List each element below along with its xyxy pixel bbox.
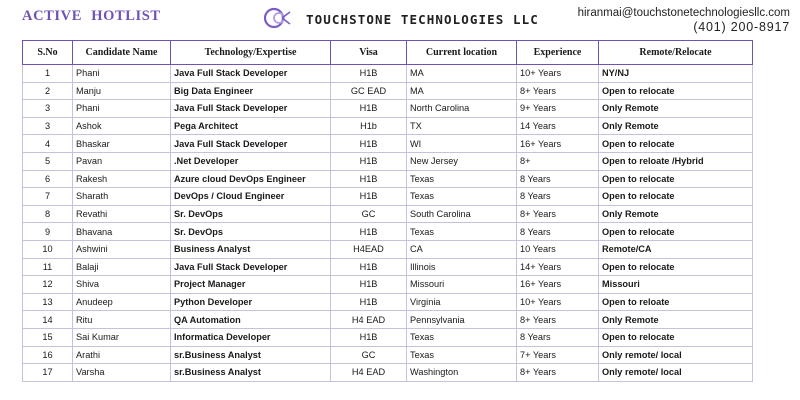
table-cell: 8: [23, 205, 73, 223]
table-cell: Open to reloate /Hybrid: [599, 152, 753, 170]
table-cell: Python Developer: [171, 293, 331, 311]
table-cell: Only Remote: [599, 205, 753, 223]
table-row: [23, 170, 753, 188]
table-row: [23, 276, 753, 294]
table-cell: Arathi: [73, 346, 171, 364]
table-cell: GC: [331, 205, 407, 223]
table-cell: 2: [23, 82, 73, 100]
table-cell: H1b: [331, 117, 407, 135]
table-cell: Bhaskar: [73, 135, 171, 153]
table-cell: Texas: [407, 223, 517, 241]
table-cell: Sharath: [73, 188, 171, 206]
table-cell: Open to relocate: [599, 223, 753, 241]
table-cell: Rakesh: [73, 170, 171, 188]
table-cell: Texas: [407, 328, 517, 346]
table-cell: H1B: [331, 276, 407, 294]
table-cell: 3: [23, 100, 73, 118]
table-cell: 8+ Years: [517, 364, 599, 382]
table-cell: Missouri: [407, 276, 517, 294]
contact-info: [578, 6, 790, 34]
table-cell: 14 Years: [517, 117, 599, 135]
table-cell: 4: [23, 135, 73, 153]
column-header: Remote/Relocate: [599, 41, 753, 65]
table-row: [23, 65, 753, 83]
table-cell: 1: [23, 65, 73, 83]
table-cell: H1B: [331, 223, 407, 241]
table-cell: Only Remote: [599, 100, 753, 118]
hotlist-title: ACTIVE HOTLIST: [22, 8, 161, 24]
table-row: [23, 311, 753, 329]
table-cell: Texas: [407, 346, 517, 364]
table-cell: 11: [23, 258, 73, 276]
hotlist-table: [22, 40, 753, 382]
table-cell: 10+ Years: [517, 65, 599, 83]
touchstone-logo-icon: [263, 6, 293, 30]
table-cell: H1B: [331, 293, 407, 311]
table-cell: Java Full Stack Developer: [171, 100, 331, 118]
table-cell: H1B: [331, 328, 407, 346]
table-row: [23, 240, 753, 258]
table-cell: 16+ Years: [517, 276, 599, 294]
table-cell: Sr. DevOps: [171, 205, 331, 223]
table-cell: Balaji: [73, 258, 171, 276]
table-cell: 8+: [517, 152, 599, 170]
table-cell: 6: [23, 170, 73, 188]
table-cell: H1B: [331, 152, 407, 170]
table-cell: Texas: [407, 170, 517, 188]
table-cell: Business Analyst: [171, 240, 331, 258]
table-row: [23, 82, 753, 100]
table-cell: Big Data Engineer: [171, 82, 331, 100]
table-cell: Texas: [407, 188, 517, 206]
table-cell: Pega Architect: [171, 117, 331, 135]
table-cell: Washington: [407, 364, 517, 382]
table-row: [23, 205, 753, 223]
table-row: [23, 152, 753, 170]
table-row: [23, 293, 753, 311]
table-cell: Only remote/ local: [599, 346, 753, 364]
table-cell: Open to relocate: [599, 258, 753, 276]
table-cell: 8 Years: [517, 328, 599, 346]
table-cell: Only Remote: [599, 117, 753, 135]
table-cell: 10 Years: [517, 240, 599, 258]
table-cell: 7: [23, 188, 73, 206]
table-cell: sr.Business Analyst: [171, 364, 331, 382]
table-cell: QA Automation: [171, 311, 331, 329]
table-row: [23, 100, 753, 118]
table-cell: Only remote/ local: [599, 364, 753, 382]
table-cell: Project Manager: [171, 276, 331, 294]
table-cell: South Carolina: [407, 205, 517, 223]
table-cell: Ritu: [73, 311, 171, 329]
table-cell: H4 EAD: [331, 311, 407, 329]
table-cell: DevOps / Cloud Engineer: [171, 188, 331, 206]
table-cell: H1B: [331, 258, 407, 276]
table-cell: Missouri: [599, 276, 753, 294]
column-header: Current location: [407, 41, 517, 65]
table-row: [23, 364, 753, 382]
table-cell: CA: [407, 240, 517, 258]
table-cell: Phani: [73, 65, 171, 83]
table-cell: Azure cloud DevOps Engineer: [171, 170, 331, 188]
table-cell: New Jersey: [407, 152, 517, 170]
table-cell: 8 Years: [517, 223, 599, 241]
table-cell: Bhavana: [73, 223, 171, 241]
table-cell: sr.Business Analyst: [171, 346, 331, 364]
table-cell: H1B: [331, 170, 407, 188]
table-cell: Open to relocate: [599, 328, 753, 346]
table-cell: Sai Kumar: [73, 328, 171, 346]
table-cell: H1B: [331, 135, 407, 153]
column-header: Technology/Expertise: [171, 41, 331, 65]
table-cell: 5: [23, 152, 73, 170]
table-row: [23, 258, 753, 276]
table-cell: Pennsylvania: [407, 311, 517, 329]
table-cell: 8+ Years: [517, 82, 599, 100]
table-cell: Open to relocate: [599, 135, 753, 153]
table-row: [23, 135, 753, 153]
table-cell: MA: [407, 65, 517, 83]
table-cell: 8 Years: [517, 188, 599, 206]
table-cell: Open to relocate: [599, 170, 753, 188]
table-cell: Only Remote: [599, 311, 753, 329]
table-cell: H4 EAD: [331, 364, 407, 382]
table-row: [23, 188, 753, 206]
table-cell: H1B: [331, 100, 407, 118]
column-header: Experience: [517, 41, 599, 65]
table-cell: 8 Years: [517, 170, 599, 188]
table-cell: Varsha: [73, 364, 171, 382]
table-cell: North Carolina: [407, 100, 517, 118]
contact-email[interactable]: hiranmai@touchstonetechnologiesllc.com: [577, 7, 790, 19]
table-cell: H1B: [331, 188, 407, 206]
table-cell: 8+ Years: [517, 205, 599, 223]
table-cell: 13: [23, 293, 73, 311]
table-row: [23, 223, 753, 241]
table-cell: Anudeep: [73, 293, 171, 311]
table-cell: Open to relocate: [599, 82, 753, 100]
table-cell: H4EAD: [331, 240, 407, 258]
table-cell: Phani: [73, 100, 171, 118]
table-cell: Virginia: [407, 293, 517, 311]
table-cell: 3: [23, 117, 73, 135]
table-cell: 10: [23, 240, 73, 258]
table-cell: 9: [23, 223, 73, 241]
table-cell: Java Full Stack Developer: [171, 65, 331, 83]
table-cell: Ashok: [73, 117, 171, 135]
table-cell: Java Full Stack Developer: [171, 258, 331, 276]
column-header: S.No: [23, 41, 73, 65]
table-cell: 15: [23, 328, 73, 346]
table-row: [23, 117, 753, 135]
table-cell: 17: [23, 364, 73, 382]
table-cell: 14: [23, 311, 73, 329]
table-cell: 10+ Years: [517, 293, 599, 311]
table-header-row: [23, 41, 753, 65]
table-cell: 8+ Years: [517, 311, 599, 329]
table-cell: WI: [407, 135, 517, 153]
table-cell: H1B: [331, 65, 407, 83]
table-cell: MA: [407, 82, 517, 100]
column-header: Candidate Name: [73, 41, 171, 65]
company-name: TOUCHSTONE TECHNOLOGIES LLC: [306, 12, 539, 27]
table-cell: Java Full Stack Developer: [171, 135, 331, 153]
table-cell: Revathi: [73, 205, 171, 223]
table-cell: Illinois: [407, 258, 517, 276]
table-cell: Open to reloate: [599, 293, 753, 311]
table-cell: 7+ Years: [517, 346, 599, 364]
table-cell: TX: [407, 117, 517, 135]
table-cell: Remote/CA: [599, 240, 753, 258]
table-cell: Ashwini: [73, 240, 171, 258]
table-cell: NY/NJ: [599, 65, 753, 83]
table-cell: 16+ Years: [517, 135, 599, 153]
table-row: [23, 328, 753, 346]
table-cell: Manju: [73, 82, 171, 100]
column-header: Visa: [331, 41, 407, 65]
table-cell: GC EAD: [331, 82, 407, 100]
table-body: [23, 65, 753, 382]
table-cell: Sr. DevOps: [171, 223, 331, 241]
table-cell: 9+ Years: [517, 100, 599, 118]
table-row: [23, 346, 753, 364]
contact-phone[interactable]: (401) 200-8917: [693, 20, 790, 34]
table-cell: Open to relocate: [599, 188, 753, 206]
table-cell: Shiva: [73, 276, 171, 294]
table-cell: Informatica Developer: [171, 328, 331, 346]
table-cell: .Net Developer: [171, 152, 331, 170]
table-cell: 12: [23, 276, 73, 294]
table-cell: GC: [331, 346, 407, 364]
table-cell: 16: [23, 346, 73, 364]
table-cell: 14+ Years: [517, 258, 599, 276]
table-cell: Pavan: [73, 152, 171, 170]
